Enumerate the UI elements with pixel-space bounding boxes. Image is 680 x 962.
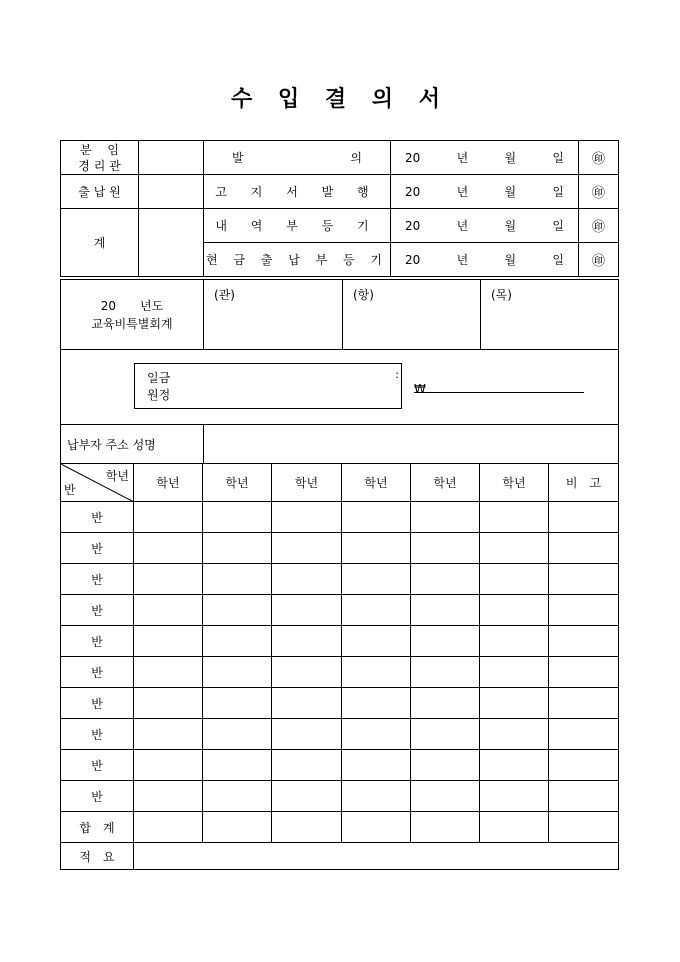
grid-cell[interactable] <box>411 564 480 595</box>
step-label-2: 고 지 서 발 행 <box>204 175 391 209</box>
grid-cell[interactable] <box>203 502 272 533</box>
grade-header: 학년 <box>272 464 342 502</box>
grid-cell[interactable] <box>134 688 203 719</box>
class-row-label: 반 <box>61 719 134 750</box>
grid-cell[interactable] <box>203 595 272 626</box>
grid-cell[interactable] <box>134 657 203 688</box>
grid-cell[interactable] <box>272 750 342 781</box>
grid-cell[interactable] <box>549 719 619 750</box>
step-label-3: 내 역 부 등 기 <box>204 209 391 243</box>
grid-cell[interactable] <box>549 626 619 657</box>
approval-table <box>60 140 619 277</box>
class-row-label: 반 <box>61 781 134 812</box>
remarks-header: 비 고 <box>549 464 619 502</box>
grid-cell[interactable] <box>549 564 619 595</box>
total-cell[interactable] <box>134 812 203 843</box>
approval-sign-3[interactable] <box>139 209 204 277</box>
grid-cell[interactable] <box>411 533 480 564</box>
grid-cell[interactable] <box>480 657 549 688</box>
grid-cell[interactable] <box>272 688 342 719</box>
grid-cell[interactable] <box>549 781 619 812</box>
seal-icon: ㊞ <box>579 243 619 277</box>
class-row-label: 반 <box>61 502 134 533</box>
seal-icon: ㊞ <box>579 209 619 243</box>
grid-cell[interactable] <box>480 719 549 750</box>
step-date-3[interactable]: 20 년 월 일 <box>391 209 579 243</box>
grid-cell[interactable] <box>549 595 619 626</box>
grid-cell[interactable] <box>134 626 203 657</box>
grid-cell[interactable] <box>411 688 480 719</box>
grid-cell[interactable] <box>272 564 342 595</box>
total-label: 합 계 <box>61 812 134 843</box>
step-label-1: 발 의 <box>204 141 391 175</box>
grid-cell[interactable] <box>480 750 549 781</box>
class-row-label: 반 <box>61 564 134 595</box>
grade-header: 학년 <box>411 464 480 502</box>
step-date-2[interactable]: 20 년 월 일 <box>391 175 579 209</box>
won-sign: ₩ <box>414 382 426 396</box>
hang-cell[interactable]: (항) <box>343 280 481 350</box>
gwan-cell[interactable]: (관) <box>204 280 343 350</box>
class-row-label: 반 <box>61 688 134 719</box>
class-row-label: 반 <box>61 595 134 626</box>
total-cell[interactable] <box>272 812 342 843</box>
grid-cell[interactable] <box>480 626 549 657</box>
grid-cell[interactable] <box>480 533 549 564</box>
grid-cell[interactable] <box>134 595 203 626</box>
grid-cell[interactable] <box>480 688 549 719</box>
total-cell[interactable] <box>411 812 480 843</box>
grid-cell[interactable] <box>272 657 342 688</box>
step-label-4: 현 금 출 납 부 등 기 <box>204 243 391 277</box>
grid-cell[interactable] <box>203 533 272 564</box>
grid-cell[interactable] <box>549 533 619 564</box>
grid-cell[interactable] <box>134 781 203 812</box>
approval-role-3: 계 <box>61 209 139 277</box>
grid-cell[interactable] <box>411 502 480 533</box>
payer-field[interactable] <box>204 425 619 464</box>
grid-cell[interactable] <box>342 719 411 750</box>
grade-header: 학년 <box>134 464 203 502</box>
grade-header: 학년 <box>203 464 272 502</box>
grid-cell[interactable] <box>134 502 203 533</box>
grid-cell[interactable] <box>272 533 342 564</box>
grid-cell[interactable] <box>549 657 619 688</box>
total-cell[interactable] <box>549 812 619 843</box>
grid-cell[interactable] <box>342 657 411 688</box>
grid-cell[interactable] <box>134 750 203 781</box>
grid-cell[interactable] <box>203 657 272 688</box>
amount-label: 일금 원정 <box>147 371 171 402</box>
grid-cell[interactable] <box>203 719 272 750</box>
class-row-label: 반 <box>61 626 134 657</box>
grid-cell[interactable] <box>272 719 342 750</box>
step-date-1[interactable]: 20 년 월 일 <box>391 141 579 175</box>
amount-underline <box>414 392 584 393</box>
grid-cell[interactable] <box>549 688 619 719</box>
class-row-label: 반 <box>61 750 134 781</box>
grid-cell[interactable] <box>342 688 411 719</box>
grid-cell[interactable] <box>480 502 549 533</box>
mok-cell[interactable]: (목) <box>481 280 619 350</box>
approval-role-2: 출 납 원 <box>61 175 139 209</box>
approval-role-1: 분 임 경 리 관 <box>61 141 139 175</box>
approval-sign-2[interactable] <box>139 175 204 209</box>
note-label: 적 요 <box>61 843 134 870</box>
grid-cell[interactable] <box>549 502 619 533</box>
grid-cell[interactable] <box>480 564 549 595</box>
seal-icon: ㊞ <box>579 141 619 175</box>
total-cell[interactable] <box>342 812 411 843</box>
grid-cell[interactable] <box>134 564 203 595</box>
grid-cell[interactable] <box>272 781 342 812</box>
grid-cell[interactable] <box>411 719 480 750</box>
class-grid <box>60 463 619 870</box>
grid-cell[interactable] <box>411 657 480 688</box>
grid-cell[interactable] <box>272 595 342 626</box>
grid-cell[interactable] <box>203 781 272 812</box>
class-row-label: 반 <box>61 657 134 688</box>
grid-cell[interactable] <box>411 750 480 781</box>
step-date-4[interactable]: 20 년 월 일 <box>391 243 579 277</box>
payer-label: 납부자 주소 성명 <box>61 425 204 464</box>
approval-sign-1[interactable] <box>139 141 204 175</box>
class-row-label: 반 <box>61 533 134 564</box>
grid-cell[interactable] <box>203 688 272 719</box>
fiscal-year-cell: 20 년도 교육비특별회계 <box>61 280 204 350</box>
grid-cell[interactable] <box>134 533 203 564</box>
amount-colon: : <box>395 368 399 381</box>
grid-cell[interactable] <box>203 564 272 595</box>
grid-cell[interactable] <box>342 564 411 595</box>
grid-cell[interactable] <box>480 595 549 626</box>
grid-cell[interactable] <box>342 595 411 626</box>
grade-header: 학년 <box>342 464 411 502</box>
seal-icon: ㊞ <box>579 175 619 209</box>
total-cell[interactable] <box>480 812 549 843</box>
note-field[interactable] <box>134 843 619 870</box>
grid-cell[interactable] <box>411 626 480 657</box>
grid-cell[interactable] <box>203 750 272 781</box>
grid-cell[interactable] <box>134 719 203 750</box>
amount-box[interactable] <box>134 363 402 409</box>
grid-cell[interactable] <box>342 533 411 564</box>
total-cell[interactable] <box>203 812 272 843</box>
grid-cell[interactable] <box>203 626 272 657</box>
grid-cell[interactable] <box>342 750 411 781</box>
grid-cell[interactable] <box>480 781 549 812</box>
grid-corner-header: 학년 반 <box>61 464 134 502</box>
grid-cell[interactable] <box>342 781 411 812</box>
grade-header: 학년 <box>480 464 549 502</box>
grid-cell[interactable] <box>411 781 480 812</box>
grid-cell[interactable] <box>549 750 619 781</box>
grid-cell[interactable] <box>272 626 342 657</box>
document-title: 수 입 결 의 서 <box>231 86 449 112</box>
grid-cell[interactable] <box>342 626 411 657</box>
grid-cell[interactable] <box>411 595 480 626</box>
grid-cell[interactable] <box>342 502 411 533</box>
grid-cell[interactable] <box>272 502 342 533</box>
